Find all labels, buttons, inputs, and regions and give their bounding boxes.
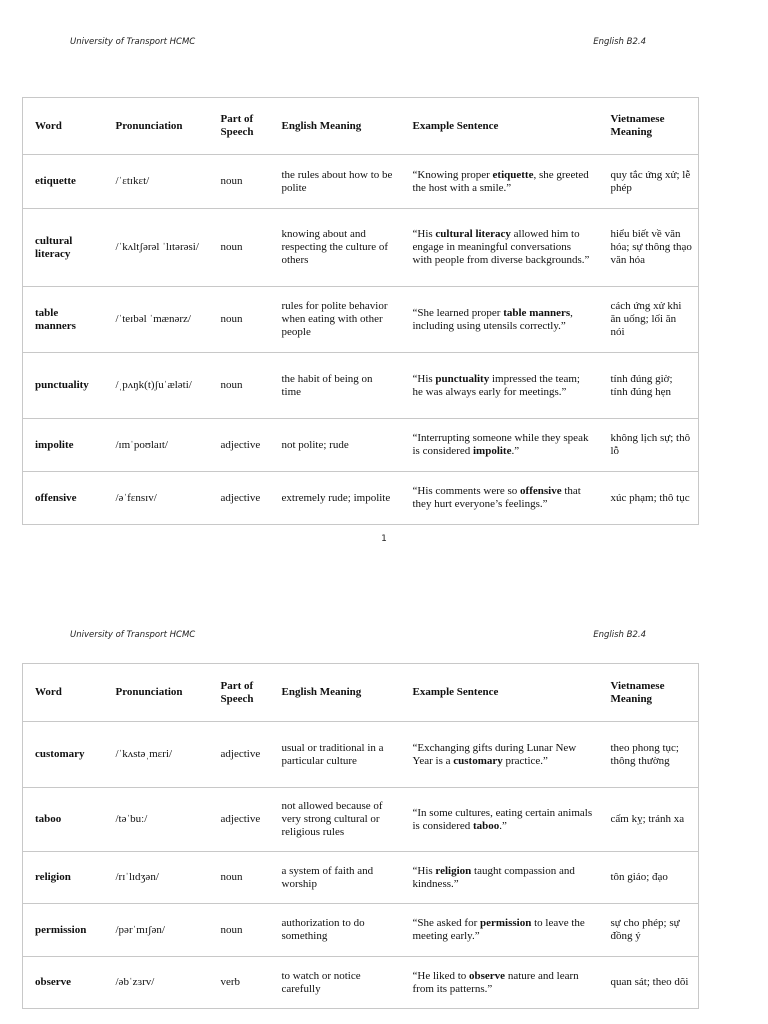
example-text: that they hurt everyone’s feelings.” bbox=[412, 485, 581, 510]
word-cell: etiquette bbox=[23, 155, 104, 209]
part-of-speech-cell: noun bbox=[209, 209, 270, 287]
vietnamese-meaning-cell: xúc phạm; thô tục bbox=[599, 472, 699, 525]
column-header-vietnamese-meaning: Vietnamese Meaning bbox=[599, 98, 699, 155]
example-text: .” bbox=[511, 445, 520, 457]
example-text: “His bbox=[412, 372, 436, 385]
pronunciation-cell: /pərˈmɪʃən/ bbox=[104, 904, 209, 957]
table-row bbox=[23, 957, 699, 1009]
part-of-speech-cell: adjective bbox=[209, 788, 270, 852]
example-keyword: punctuality bbox=[435, 372, 490, 385]
example-text: “Interrupting someone while they speak is considered bbox=[412, 432, 589, 457]
vietnamese-meaning-cell: theo phong tục; thông thường bbox=[599, 722, 699, 788]
table-row bbox=[23, 353, 699, 419]
english-meaning-cell: authorization to do something bbox=[270, 904, 401, 957]
part-of-speech-cell: noun bbox=[209, 353, 270, 419]
column-header-word: Word bbox=[23, 664, 104, 722]
vietnamese-meaning-cell: sự cho phép; sự đồng ý bbox=[599, 904, 699, 957]
pronunciation-cell: /ˌpʌŋk(t)ʃuˈæləti/ bbox=[104, 353, 209, 419]
example-keyword: table manners bbox=[503, 306, 571, 319]
column-header-word: Word bbox=[23, 98, 104, 155]
column-header-english-meaning: English Meaning bbox=[270, 98, 401, 155]
pronunciation-cell: /ˈteɪbəl ˈmænərz/ bbox=[104, 287, 209, 353]
vietnamese-meaning-cell: cấm kỵ; tránh xa bbox=[599, 788, 699, 852]
table-row bbox=[23, 788, 699, 852]
pronunciation-cell: /əˈfɛnsɪv/ bbox=[104, 472, 209, 525]
pronunciation-cell: /ˈɛtɪkɛt/ bbox=[104, 155, 209, 209]
example-sentence-cell bbox=[401, 209, 599, 287]
english-meaning-cell: to watch or notice carefully bbox=[270, 957, 401, 1009]
vocabulary-table-2 bbox=[22, 663, 699, 1009]
vietnamese-meaning-cell: tính đúng giờ; tính đúng hẹn bbox=[599, 353, 699, 419]
word-cell: taboo bbox=[23, 788, 104, 852]
column-header-pronunciation: Pronunciation bbox=[104, 98, 209, 155]
word-cell: permission bbox=[23, 904, 104, 957]
example-sentence-cell bbox=[401, 472, 599, 525]
pronunciation-cell: /ɪmˈpoʊlaɪt/ bbox=[104, 419, 209, 472]
english-meaning-cell: not polite; rude bbox=[270, 419, 401, 472]
vietnamese-meaning-cell: hiểu biết về văn hóa; sự thông thạo văn hóa bbox=[599, 209, 699, 287]
vietnamese-meaning-cell: quan sát; theo dõi bbox=[599, 957, 699, 1009]
table-row bbox=[23, 904, 699, 957]
example-sentence-cell bbox=[401, 419, 599, 472]
pronunciation-cell: /rɪˈlɪdʒən/ bbox=[104, 852, 209, 904]
example-text: “His bbox=[412, 228, 436, 240]
part-of-speech-cell: noun bbox=[209, 287, 270, 353]
part-of-speech-cell: noun bbox=[209, 155, 270, 209]
pronunciation-cell: /ˈkʌltʃərəl ˈlɪtərəsi/ bbox=[104, 209, 209, 287]
english-meaning-cell: the rules about how to be polite bbox=[270, 155, 401, 209]
column-header-english-meaning: English Meaning bbox=[270, 664, 401, 722]
column-header-part-of-speech: Part of Speech bbox=[209, 664, 270, 722]
table-row bbox=[23, 472, 699, 525]
english-meaning-cell: a system of faith and worship bbox=[270, 852, 401, 904]
example-text: practice.” bbox=[502, 754, 548, 767]
example-text: “Exchanging gifts during Lunar New Year is a bbox=[412, 741, 577, 767]
example-keyword: impolite bbox=[472, 445, 512, 457]
example-sentence-cell bbox=[401, 957, 599, 1009]
example-keyword: customary bbox=[453, 754, 503, 767]
example-keyword: observe bbox=[469, 969, 506, 982]
header-course: English B2.4 bbox=[593, 630, 646, 640]
word-cell: religion bbox=[23, 852, 104, 904]
example-text: “His comments were so bbox=[412, 485, 521, 497]
example-text: “He liked to bbox=[412, 969, 470, 982]
example-keyword: taboo bbox=[472, 819, 500, 832]
word-cell: offensive bbox=[23, 472, 104, 525]
column-header-part-of-speech: Part of Speech bbox=[209, 98, 270, 155]
part-of-speech-cell: noun bbox=[209, 904, 270, 957]
part-of-speech-cell: adjective bbox=[209, 419, 270, 472]
word-cell: punctuality bbox=[23, 353, 104, 419]
header-course: English B2.4 bbox=[593, 37, 646, 47]
column-header-example-sentence: Example Sentence bbox=[401, 664, 599, 722]
english-meaning-cell: usual or traditional in a particular culture bbox=[270, 722, 401, 788]
part-of-speech-cell: adjective bbox=[209, 722, 270, 788]
table-row bbox=[23, 419, 699, 472]
example-keyword: etiquette bbox=[492, 168, 534, 181]
example-text: “She learned proper bbox=[412, 306, 504, 319]
part-of-speech-cell: adjective bbox=[209, 472, 270, 525]
table-header-row bbox=[23, 664, 699, 722]
page-header bbox=[70, 630, 646, 640]
vietnamese-meaning-cell: cách ứng xử khi ăn uống; lối ăn nói bbox=[599, 287, 699, 353]
table-row bbox=[23, 155, 699, 209]
example-keyword: religion bbox=[435, 864, 472, 877]
table-row bbox=[23, 852, 699, 904]
pronunciation-cell: /təˈbuː/ bbox=[104, 788, 209, 852]
example-text: “Knowing proper bbox=[412, 168, 493, 181]
example-text: allowed him to engage in meaningful conversations with people from diverse backgrounds.” bbox=[412, 228, 590, 266]
example-text: “She asked for bbox=[412, 917, 481, 929]
vocabulary-table-1 bbox=[22, 97, 699, 525]
table-row bbox=[23, 287, 699, 353]
english-meaning-cell: rules for polite behavior when eating with other people bbox=[270, 287, 401, 353]
example-sentence-cell bbox=[401, 353, 599, 419]
pronunciation-cell: /əbˈzɜrv/ bbox=[104, 957, 209, 1009]
example-text: to leave the meeting early.” bbox=[412, 917, 585, 942]
english-meaning-cell: knowing about and respecting the culture of others bbox=[270, 209, 401, 287]
page-header bbox=[70, 37, 646, 47]
example-sentence-cell bbox=[401, 904, 599, 957]
example-sentence-cell bbox=[401, 722, 599, 788]
example-sentence-cell bbox=[401, 287, 599, 353]
english-meaning-cell: the habit of being on time bbox=[270, 353, 401, 419]
example-text: .” bbox=[499, 819, 507, 832]
english-meaning-cell: extremely rude; impolite bbox=[270, 472, 401, 525]
part-of-speech-cell: noun bbox=[209, 852, 270, 904]
example-text: impressed the team; he was always early for meetings.” bbox=[412, 372, 580, 398]
example-text: nature and learn from its patterns.” bbox=[412, 969, 579, 995]
table-header-row bbox=[23, 98, 699, 155]
word-cell: impolite bbox=[23, 419, 104, 472]
english-meaning-cell: not allowed because of very strong cultural or religious rules bbox=[270, 788, 401, 852]
example-keyword: cultural literacy bbox=[435, 228, 511, 240]
example-sentence-cell bbox=[401, 155, 599, 209]
part-of-speech-cell: verb bbox=[209, 957, 270, 1009]
column-header-pronunciation: Pronunciation bbox=[104, 664, 209, 722]
table-row bbox=[23, 722, 699, 788]
pronunciation-cell: /ˈkʌstəˌmɛri/ bbox=[104, 722, 209, 788]
vietnamese-meaning-cell: quy tắc ứng xử; lễ phép bbox=[599, 155, 699, 209]
vietnamese-meaning-cell: tôn giáo; đạo bbox=[599, 852, 699, 904]
example-text: “His bbox=[412, 864, 436, 877]
header-institution: University of Transport HCMC bbox=[70, 630, 196, 640]
example-text: , she greeted the host with a smile.” bbox=[412, 168, 589, 194]
word-cell: customary bbox=[23, 722, 104, 788]
word-cell: observe bbox=[23, 957, 104, 1009]
column-header-example-sentence: Example Sentence bbox=[401, 98, 599, 155]
example-text: taught compassion and kindness.” bbox=[412, 864, 575, 890]
vietnamese-meaning-cell: không lịch sự; thô lỗ bbox=[599, 419, 699, 472]
example-sentence-cell bbox=[401, 852, 599, 904]
example-keyword: permission bbox=[480, 917, 532, 929]
word-cell: cultural literacy bbox=[23, 209, 104, 287]
word-cell: table manners bbox=[23, 287, 104, 353]
example-text: , including using utensils correctly.” bbox=[412, 306, 573, 332]
example-sentence-cell bbox=[401, 788, 599, 852]
table-row bbox=[23, 209, 699, 287]
example-keyword: offensive bbox=[520, 485, 562, 497]
header-institution: University of Transport HCMC bbox=[70, 37, 196, 47]
page-number: 1 bbox=[381, 534, 387, 544]
column-header-vietnamese-meaning: Vietnamese Meaning bbox=[599, 664, 699, 722]
example-text: “In some cultures, eating certain animals is considered bbox=[412, 806, 593, 832]
